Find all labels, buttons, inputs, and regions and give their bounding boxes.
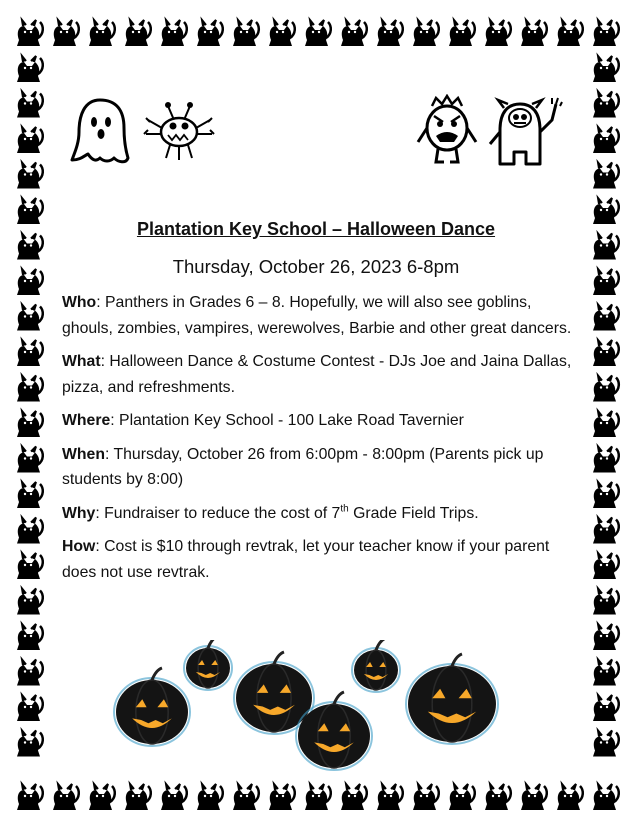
cat-icon [593, 127, 619, 153]
yeti-monster-icon [486, 94, 564, 168]
detail-text: : Halloween Dance & Costume Contest - DJs Joe and Jaina Dallas, pizza, and refreshments. [62, 353, 572, 396]
detail-text: : Plantation Key School - 100 Lake Road Tavernier [110, 412, 464, 429]
detail-text: : Cost is $10 through revtrak, let your teacher know if your parent does not use revtrak. [62, 538, 550, 581]
cat-icon [233, 784, 259, 810]
cat-icon [89, 784, 115, 810]
cat-icon [593, 624, 619, 650]
cat-icon [593, 92, 619, 118]
cat-icon [17, 784, 43, 810]
cat-icon [197, 20, 223, 46]
angry-monster-icon [414, 94, 480, 166]
cat-icon [305, 20, 331, 46]
detail-when [62, 442, 572, 493]
ordinal-suffix: th [340, 503, 349, 515]
detail-text: : Fundraiser to reduce the cost of 7 [95, 504, 341, 522]
cat-icon [557, 784, 583, 810]
cat-icon [593, 411, 619, 437]
cat-icon [269, 784, 295, 810]
cat-icon [53, 20, 79, 46]
cat-icon [17, 660, 43, 686]
cat-icon [17, 589, 43, 615]
detail-label: Why [62, 504, 96, 522]
cat-icon [17, 518, 43, 544]
cat-icon [17, 127, 43, 153]
cat-icon [593, 553, 619, 579]
event-title: Plantation Key School – Halloween Dance [136, 219, 496, 239]
cat-icon [17, 695, 43, 721]
cat-icon [233, 20, 259, 46]
detail-label: How [62, 538, 96, 555]
cat-icon [413, 784, 439, 810]
cat-icon [593, 376, 619, 402]
cat-icon [53, 784, 79, 810]
cat-icon [557, 20, 583, 46]
detail-how [62, 534, 572, 585]
cat-icon [269, 20, 295, 46]
ghost-icon [70, 96, 132, 168]
cat-icon [341, 784, 367, 810]
detail-label: Who [62, 294, 97, 311]
pumpkin-icon [184, 640, 232, 690]
pumpkin-icon [114, 668, 190, 746]
cat-icon [485, 784, 511, 810]
cat-icon [593, 20, 619, 46]
cat-icon [161, 784, 187, 810]
jack-o-lanterns [112, 640, 502, 780]
detail-label: Where [62, 412, 111, 429]
cat-icon [593, 163, 619, 189]
bug-monster-icon [140, 100, 218, 162]
detail-label: When [62, 445, 105, 463]
detail-what [62, 349, 572, 400]
cat-icon [413, 20, 439, 46]
cat-icon [17, 92, 43, 118]
detail-why [62, 501, 572, 527]
detail-text: : Thursday, October 26 from 6:00pm - 8:00pm (Parents pick up students by 8:00) [62, 445, 544, 488]
cat-icon [449, 20, 475, 46]
cat-icon [377, 20, 403, 46]
detail-label: What [62, 353, 101, 370]
cat-icon [593, 784, 619, 810]
cat-icon [17, 20, 43, 46]
cat-icon [593, 589, 619, 615]
cat-icon [521, 784, 547, 810]
event-date: Thursday, October 26, 2023 6-8pm [172, 256, 460, 277]
cat-icon [17, 624, 43, 650]
cat-icon [17, 56, 43, 82]
cat-icon [593, 447, 619, 473]
event-details [62, 290, 572, 593]
detail-who [62, 290, 572, 341]
cat-icon [17, 376, 43, 402]
cat-icon [593, 305, 619, 331]
pumpkin-icon [352, 640, 400, 692]
cat-icon [161, 20, 187, 46]
cat-icon [17, 482, 43, 508]
cat-icon [17, 305, 43, 331]
cat-icon [485, 20, 511, 46]
cat-icon [593, 731, 619, 757]
pumpkin-icon [406, 654, 498, 744]
cat-icon [125, 784, 151, 810]
cat-icon [449, 784, 475, 810]
cat-icon [125, 20, 151, 46]
cat-icon [89, 20, 115, 46]
cat-icon [17, 411, 43, 437]
cat-icon [593, 660, 619, 686]
detail-text: : Panthers in Grades 6 – 8. Hopefully, we will also see goblins, ghouls, zombies, vampires, werewolves, Barbie and other great dancers. [62, 294, 572, 337]
cat-icon [17, 731, 43, 757]
cat-icon [17, 553, 43, 579]
cat-icon [593, 518, 619, 544]
cat-icon [593, 695, 619, 721]
cat-icon [17, 163, 43, 189]
cat-icon [377, 784, 403, 810]
cat-icon [305, 784, 331, 810]
cat-icon [17, 340, 43, 366]
cat-icon [197, 784, 223, 810]
cat-icon [521, 20, 547, 46]
detail-where [62, 408, 572, 434]
detail-text: Grade Field Trips. [348, 504, 479, 522]
cat-icon [593, 56, 619, 82]
cat-icon [593, 340, 619, 366]
cat-icon [341, 20, 367, 46]
cat-icon [17, 447, 43, 473]
cat-icon [593, 482, 619, 508]
